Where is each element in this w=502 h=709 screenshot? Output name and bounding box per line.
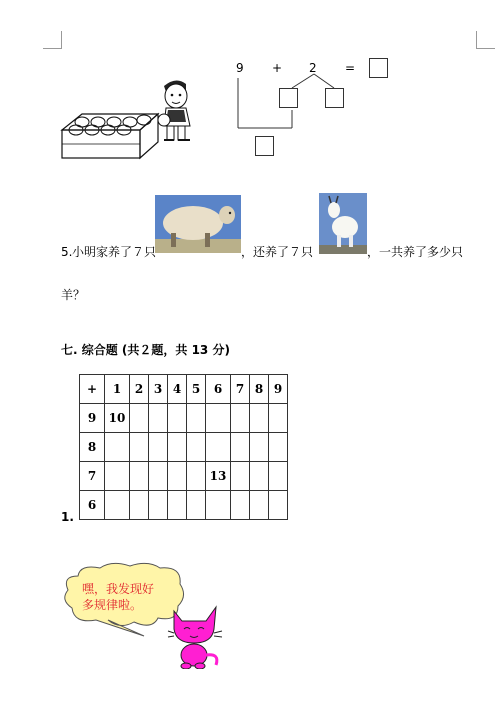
table-header-cell: 5 (187, 375, 206, 404)
sheep-picture (155, 195, 241, 253)
table-cell[interactable] (269, 404, 288, 433)
table-cell[interactable] (231, 491, 250, 520)
table-cell[interactable] (130, 462, 149, 491)
table-header-cell: 9 (269, 375, 288, 404)
table-cell[interactable] (206, 491, 231, 520)
table-cell[interactable] (130, 491, 149, 520)
table-row (80, 491, 288, 520)
table-cell[interactable] (149, 462, 168, 491)
table-cell[interactable] (269, 433, 288, 462)
split-box-left[interactable] (279, 88, 298, 108)
table-cell[interactable] (130, 433, 149, 462)
question-5-text-part2: ，还养了７只 (241, 245, 314, 259)
table-cell[interactable] (250, 404, 269, 433)
table-cell[interactable] (168, 433, 187, 462)
table-cell[interactable] (231, 433, 250, 462)
question-5-number: 5. (61, 245, 73, 259)
table-cell[interactable] (206, 404, 231, 433)
table-cell[interactable] (250, 433, 269, 462)
table-cell[interactable] (250, 491, 269, 520)
table-cell[interactable] (269, 491, 288, 520)
cat-icon (166, 603, 226, 669)
question-5-text-part3: ，一共养了多少只 (367, 245, 464, 259)
table-cell[interactable] (187, 491, 206, 520)
table-header-cell: 2 (130, 375, 149, 404)
table-cell[interactable] (168, 491, 187, 520)
addition-table (79, 374, 288, 520)
table-header-cell: 4 (168, 375, 187, 404)
table-header-cell: 3 (149, 375, 168, 404)
table-cell[interactable] (149, 433, 168, 462)
question-5-text-part4: 羊？ (61, 288, 86, 302)
table-cell[interactable] (105, 433, 130, 462)
equation-plus-sign: + (272, 61, 283, 75)
table-header-row (80, 375, 288, 404)
table-cell[interactable] (250, 462, 269, 491)
table-header-cell: + (80, 375, 105, 404)
table-header-cell: 8 (250, 375, 269, 404)
question-1-number: 1. (61, 510, 74, 524)
table-header-cell: 7 (231, 375, 250, 404)
table-cell[interactable] (206, 433, 231, 462)
table-row (80, 433, 288, 462)
table-cell[interactable] (231, 404, 250, 433)
row-label-cell: 6 (80, 491, 105, 520)
table-cell[interactable] (130, 404, 149, 433)
question-5-text-part1: 小明家养了７只 (72, 245, 157, 259)
table-cell[interactable] (168, 404, 187, 433)
goat-picture (319, 193, 367, 254)
split-box-right[interactable] (325, 88, 344, 108)
speech-line-2: 多规律啦。 (82, 598, 143, 612)
boy-with-ball-illustration (150, 76, 202, 144)
table-cell[interactable] (149, 404, 168, 433)
table-cell[interactable] (105, 491, 130, 520)
equation-equals-sign: = (345, 61, 356, 75)
equation-addend-a: 9 (236, 61, 244, 75)
row-label-cell: 7 (80, 462, 105, 491)
table-header-cell: 6 (206, 375, 231, 404)
table-cell[interactable] (105, 462, 130, 491)
table-cell[interactable] (269, 462, 288, 491)
table-header-cell: 1 (105, 375, 130, 404)
table-cell[interactable] (187, 462, 206, 491)
table-cell[interactable] (187, 433, 206, 462)
table-cell[interactable] (168, 462, 187, 491)
egg-crate-illustration (60, 108, 160, 162)
table-cell[interactable] (231, 462, 250, 491)
crop-mark-right (476, 31, 495, 49)
table-cell[interactable] (149, 491, 168, 520)
table-cell[interactable]: 13 (206, 462, 231, 491)
answer-box[interactable] (369, 58, 388, 78)
section-7-heading: 七. 综合题 (共２题，共 13 分) (61, 343, 230, 357)
row-label-cell: 9 (80, 404, 105, 433)
make-ten-box[interactable] (255, 136, 274, 156)
table-row (80, 404, 288, 433)
row-label-cell: 8 (80, 433, 105, 462)
table-row (80, 462, 288, 491)
table-cell[interactable] (187, 404, 206, 433)
speech-line-1: 嘿，我发现好 (82, 582, 155, 596)
crop-mark-left (43, 31, 62, 49)
table-cell[interactable]: 10 (105, 404, 130, 433)
equation-addend-b: 2 (309, 61, 317, 75)
